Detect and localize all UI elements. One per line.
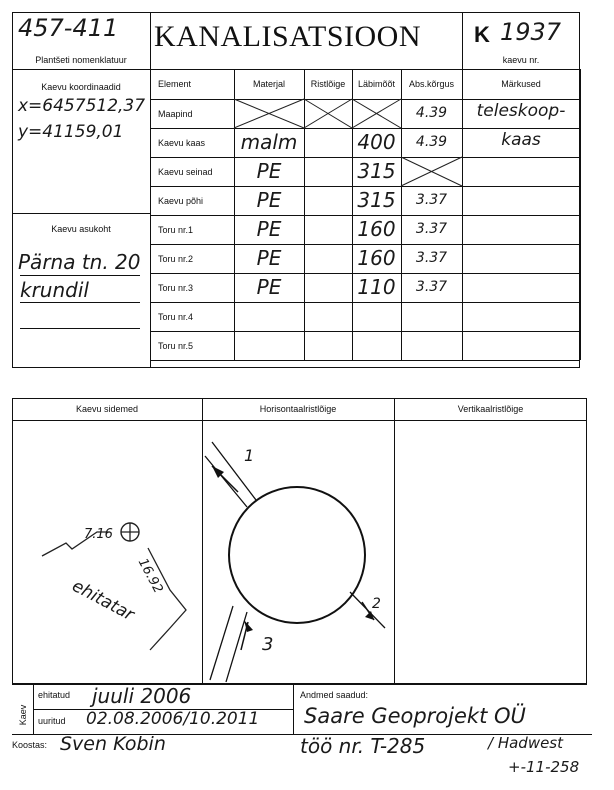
table-row-element: Toru nr.3 <box>158 283 194 293</box>
tie-dimension-1: 7.16 <box>84 527 113 542</box>
data-source-value: Saare Geoprojekt OÜ <box>304 704 526 728</box>
table-header-cell: Ristlõige <box>310 79 346 89</box>
footer-col-divider <box>293 684 294 734</box>
table-cell-height: 3.37 <box>415 279 448 295</box>
table-row-element: Maapind <box>158 109 193 119</box>
building-label: ehitatar <box>68 576 138 626</box>
table-header-cell: Läbimõõt <box>357 79 396 89</box>
table-cell-note: teleskoop- <box>476 101 566 121</box>
table-header-cell: Märkused <box>501 79 541 89</box>
kaev-label: Kaev <box>18 704 28 726</box>
table-cell-diameter: 110 <box>357 275 396 299</box>
table-cell-diameter: 160 <box>357 217 396 241</box>
table-cell-material: PE <box>256 217 282 241</box>
manhole-circle <box>229 487 365 623</box>
table-row-element: Toru nr.4 <box>158 312 194 322</box>
compiled-value: Sven Kobin <box>60 733 166 755</box>
sketch-col3-title: Vertikaalristlõige <box>457 404 524 414</box>
pipe-2-label: 2 <box>372 596 381 612</box>
table-cell-diameter: 400 <box>357 130 396 154</box>
sketch-col2-title: Horisontaalristlõige <box>259 404 337 414</box>
sketch-col1-title: Kaevu sidemed <box>75 404 139 414</box>
table-cell-height: 3.37 <box>415 192 448 208</box>
coordinate-x: x=6457512,37 <box>18 96 146 116</box>
job-number: töö nr. T-285 <box>300 734 426 758</box>
table-row-element: Toru nr.5 <box>158 341 194 351</box>
map-sheet-value: 457-411 <box>18 14 119 42</box>
location-line-2: krundil <box>20 278 89 302</box>
tie-line <box>148 548 186 650</box>
pipe-3-line-b <box>226 612 247 682</box>
table-cell-material: PE <box>256 275 282 299</box>
table-cell-material: PE <box>256 159 282 183</box>
job-extra: / Hadwest <box>488 734 564 752</box>
table-cell-height: 3.37 <box>415 250 448 266</box>
built-value: juuli 2006 <box>92 684 192 708</box>
pipe-3-label: 3 <box>262 634 274 655</box>
table-header-cell: Materjal <box>252 79 285 89</box>
pipe-1-label: 1 <box>244 446 255 465</box>
location-label: Kaevu asukoht <box>51 224 111 234</box>
table-row-element: Kaevu seinad <box>158 167 213 177</box>
table-row-element: Toru nr.2 <box>158 254 194 264</box>
table-cell-material: malm <box>240 130 298 154</box>
table-header-cell: Abs.kõrgus <box>408 79 455 89</box>
compiled-label: Koostas: <box>12 740 48 750</box>
table-cell-material: PE <box>256 246 282 270</box>
table-cell-material: PE <box>256 188 282 212</box>
table-cell-diameter: 315 <box>357 188 396 212</box>
table-cell-diameter: 315 <box>357 159 396 183</box>
table-cell-height: 4.39 <box>415 105 448 121</box>
page-title: KANALISATSIOON <box>154 20 421 53</box>
surveyed-value: 02.08.2006/10.2011 <box>86 709 260 729</box>
surveyed-label: uuritud <box>38 716 66 726</box>
map-sheet-label: Plantšeti nomenklatuur <box>35 55 127 65</box>
table-row-element: Toru nr.1 <box>158 225 194 235</box>
well-prefix: K <box>474 22 490 47</box>
location-line-1: Pärna tn. 20 <box>18 250 141 274</box>
table-cell-height: 4.39 <box>415 134 448 150</box>
coordinates-label: Kaevu koordinaadid <box>41 82 121 92</box>
table-cell-height: 3.37 <box>415 221 448 237</box>
table-cell-diameter: 160 <box>357 246 396 270</box>
table-header-cell: Element <box>158 79 192 89</box>
table-row-element: Kaevu põhi <box>158 196 204 206</box>
tie-dimension-2: 16.92 <box>134 556 166 596</box>
table-cell-note: kaas <box>501 130 541 150</box>
coordinate-y: y=41159,01 <box>18 122 124 142</box>
job-extra-2: +-11-258 <box>508 758 580 776</box>
data-source-label: Andmed saadud: <box>300 690 369 700</box>
built-label: ehitatud <box>38 690 71 700</box>
table-row-element: Kaevu kaas <box>158 138 206 148</box>
well-number: 1937 <box>500 18 562 46</box>
well-number-label: kaevu nr. <box>502 55 540 65</box>
pipe-1-line-b <box>205 456 247 507</box>
